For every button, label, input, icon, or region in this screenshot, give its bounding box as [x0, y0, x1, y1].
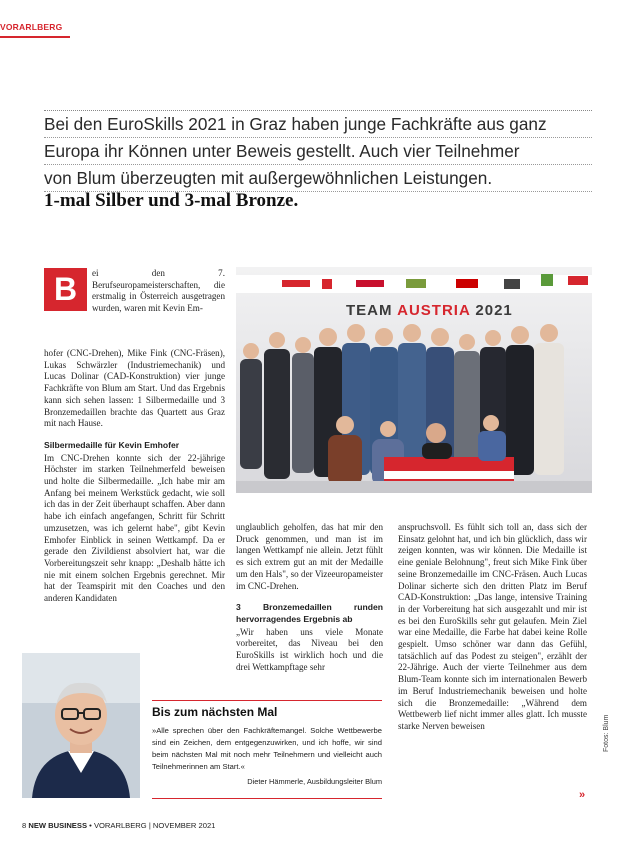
svg-text:TEAM AUSTRIA 2021: TEAM AUSTRIA 2021: [346, 302, 513, 319]
article-paragraph: Im CNC-Drehen konnte sich der 22-jährige Höchster im starken Teilnehmerfeld beweisen und holte die Silbermedaille. „Ich habe mir am Anfang bei meinem Werkstück gedacht, wie soll ich das in der Zeit überhaupt schaffen. Aber dann habe ich einfach angefangen, Schritt für Schritt umzusetzen, was ich gelernt habe", gibt Kevin Emhofer Einblick in seinen Wettkampf. Da er gerade den Zivildienst absolviert hat, war die Vorbereitungszeit sehr knapp: „Deshalb hätte ich nie mit einem solchen Ergebnis gerechnet. Mir hat der Teamspirit mit den Coaches und den anderen Kandidaten: [44, 452, 225, 604]
intro: [44, 110, 592, 192]
quote-box: [152, 705, 382, 786]
article-col1: [44, 348, 225, 605]
page-footer: [22, 821, 215, 830]
article-paragraph: unglaublich geholfen, das hat mir den Druck genommen, und man ist im langen Wettkampf nie allein. Jetzt fühlt es sich extrem gut an mit der Medaille um den Hals", so der Vizeeuropameister im CNC-Drehen.: [236, 522, 383, 591]
article-heading: 3 Bronzemedaillen runden hervorragendes Ergebnis ab: [236, 602, 383, 624]
quote-bottom-rule: [152, 798, 382, 799]
footer-issue: NOVEMBER 2021: [152, 821, 216, 830]
article-col2: [236, 522, 383, 673]
page-number: 8: [22, 821, 27, 830]
portrait-illustration: [22, 653, 140, 798]
article-col1-lead: [92, 268, 225, 315]
team-photo-illustration: [236, 267, 592, 493]
intro-line: von Blum überzeugten mit außergewöhnlichen Leistungen.: [44, 165, 592, 192]
article-heading: Silbermedaille für Kevin Emhofer: [44, 439, 180, 450]
photo-credit: Fotos: Blum: [603, 714, 610, 752]
footer-brand: NEW BUSINESS: [28, 821, 88, 830]
intro-line: Europa ihr Können unter Beweis gestellt. Auch vier Teilnehmer: [44, 138, 592, 165]
quote-body: »Alle sprechen über den Fachkräftemangel. Solche Wettbewerbe sind ein Zeichen, dem entgegenzuwirken, und ich hoffe, wir sind beim nächsten Mal mit noch mehr Teilnehmern und vielleicht auch Teilnehmerinnen am Start.«: [152, 726, 382, 771]
quote-top-rule: [152, 700, 382, 701]
article-paragraph: anspruchsvoll. Es fühlt sich toll an, dass sich der Einsatz gelohnt hat, und ich bin glücklich, dass wir zeigen konnten, was wir können. Die Medaille ist eine geniale Belohnung", freut sich Mike Fink über seine Bronzemedaille im CNC-Fräsen. Auch Lucas Dolinar sicherte sich den dritten Platz im Beruf CAD-Konstruktion: „Das lange, intensive Training in der Vorbereitung hat sich ausgezahlt und mir ist es bei den EuroSkills sehr gut gelaufen. Mein Ziel war eine Medaille, die Farbe hat dabei keine Rolle gespielt. Umso schöner war dann das Gefühl, tatsächlich auf das Podest zu steigen", erzählt der 22-Jährige. Auch der vierte Teilnehmer aus dem Blum-Team konnte sich im internationalen Bewerb im Beruf Industriemechanik beweisen und holte sich die Bronzemedaille: „Während dem Wettbewerb lief nicht immer alles glatt. Ich musste starke Nerven beweisen: [398, 522, 587, 731]
footer-divider: |: [148, 821, 151, 830]
portrait-photo: [22, 653, 140, 798]
section-tag: [0, 14, 70, 38]
footer-region: VORARLBERG: [93, 821, 147, 830]
quote-author: Dieter Hämmerle, Ausbildungsleiter Blum: [247, 777, 382, 786]
footer-separator: •: [89, 821, 92, 830]
subhead: 1-mal Silber und 3-mal Bronze.: [44, 190, 299, 211]
intro-line: Bei den EuroSkills 2021 in Graz haben junge Fachkräfte aus ganz: [44, 111, 592, 138]
article-col3: [398, 522, 587, 733]
article-paragraph: „Wir haben uns viele Monate vorbereitet, das Niveau bei den EuroSkills ist wirklich hoch und die drei Wettkampftage sehr: [236, 626, 383, 672]
article-paragraph: hofer (CNC-Drehen), Mike Fink (CNC-Fräsen), Lukas Schwärzler (Industriemechanik) und Lucas Dolinar (CAD-Konstruktion) vier junge Fachkräfte von Blum am Start. Und das Ergebnis kann sich sehen lassen: 1 Silbermedaille und 3 Bronzemedaillen brachte das Quartett aus Graz mit nach Hause.: [44, 348, 225, 429]
drop-cap: B: [44, 268, 87, 311]
section-tag-label: VORARLBERG: [0, 22, 63, 32]
article-paragraph: ei den 7. Berufseuropameisterschaften, die erstmalig in Österreich ausgetragen wurden, waren mit Kevin Em-: [92, 268, 225, 314]
continue-arrow-icon: »: [579, 789, 586, 801]
quote-title: Bis zum nächsten Mal: [152, 705, 278, 719]
team-photo: [236, 267, 592, 493]
